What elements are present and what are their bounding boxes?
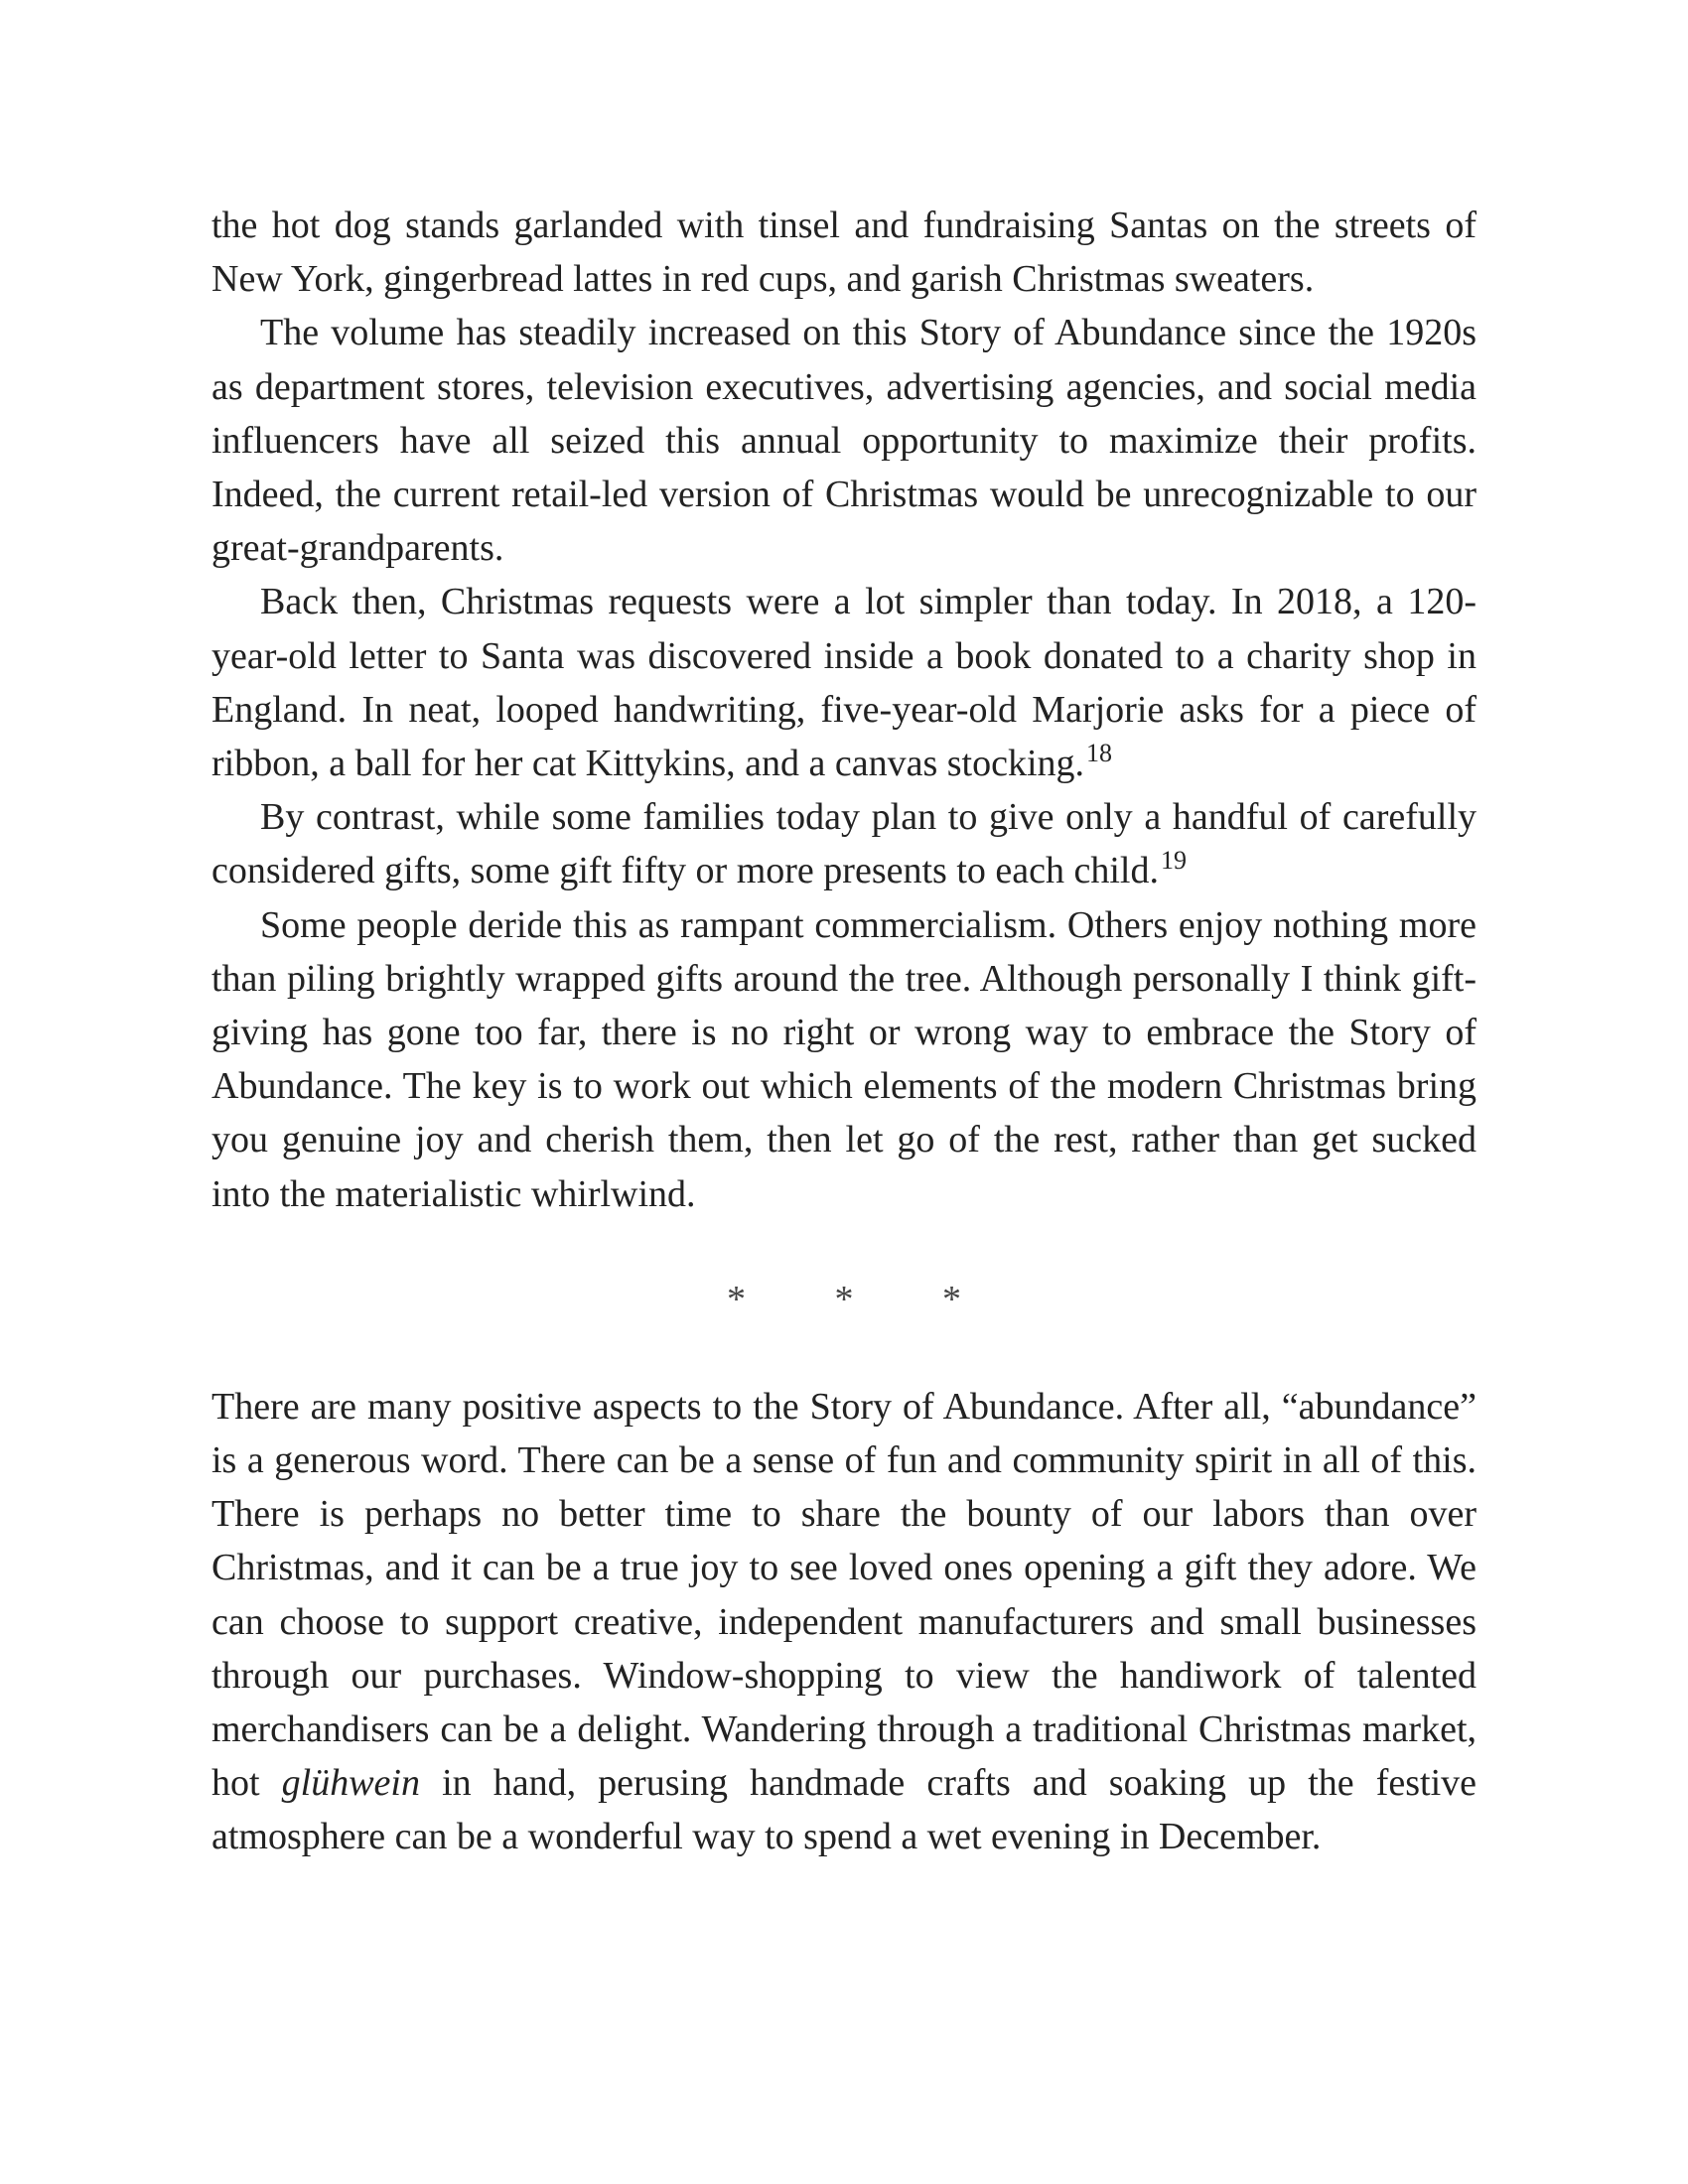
paragraph-text: Some people deride this as rampant commercialism. Others enjoy nothing more than piling brightly wrapped gifts around the tree. Although personally I think gift-giving has gone too far, there is no right or wrong way to embrace the Story of Abundance. The key is to work out which elements of the modern Christmas bring you genuine joy and cherish them, then let go of the rest, rather than get sucked into the materialistic whirlwind. bbox=[211, 903, 1477, 1215]
paragraph-text: The volume has steadily increased on this Story of Abundance since the 1920s as department stores, television executives, advertising agencies, and social media influencers have all seized this annual opportunity to maximize their profits. Indeed, the current retail-led version of Christmas would be unrecognizable to our great-grandparents. bbox=[211, 312, 1477, 570]
paragraph-text: There are many positive aspects to the Story of Abundance. After all, “abundance” is a generous word. There can be a sense of fun and community spirit in all of this. There is perhaps no better time to share the bounty of our labors than over Christmas, and it can be a true joy to see loved ones opening a gift they adore. We can choose to support creative, independent manufacturers and small businesses through our purchases. Window-shopping to view the handiwork of talented merchandisers can be a delight. Wandering through a traditional Christmas market, hot bbox=[211, 1385, 1477, 1805]
footnote-marker-19[interactable]: 19 bbox=[1160, 846, 1187, 876]
paragraph-3 bbox=[211, 575, 1477, 790]
paragraph-text: the hot dog stands garlanded with tinsel and fundraising Santas on the streets of New York, gingerbread lattes in red cups, and garish Christmas sweaters. bbox=[211, 205, 1477, 301]
page-body bbox=[211, 199, 1477, 1864]
footnote-marker-18[interactable]: 18 bbox=[1086, 738, 1113, 767]
paragraph-2 bbox=[211, 306, 1477, 575]
paragraph-text: in hand, perusing handmade crafts and soaking up the festive atmosphere can be a wonderful way to spend a wet evening in December. bbox=[211, 1762, 1477, 1858]
section-break: * * * bbox=[727, 1278, 1001, 1320]
paragraph-text: Back then, Christmas requests were a lot simpler than today. In 2018, a 120-year-old letter to Santa was discovered inside a book donated to a charity shop in England. In neat, looped handwriting, five-year-old Marjorie asks for a piece of ribbon, a ball for her cat Kittykins, and a canvas stocking. bbox=[211, 581, 1477, 785]
paragraph-6 bbox=[211, 1380, 1477, 1864]
italic-word: glühwein bbox=[281, 1762, 420, 1805]
paragraph-text: By contrast, while some families today plan to give only a handful of carefully considered gifts, some gift fifty or more presents to each child. bbox=[211, 796, 1477, 892]
paragraph-5 bbox=[211, 898, 1477, 1221]
paragraph-4 bbox=[211, 790, 1477, 897]
paragraph-1 bbox=[211, 199, 1477, 306]
